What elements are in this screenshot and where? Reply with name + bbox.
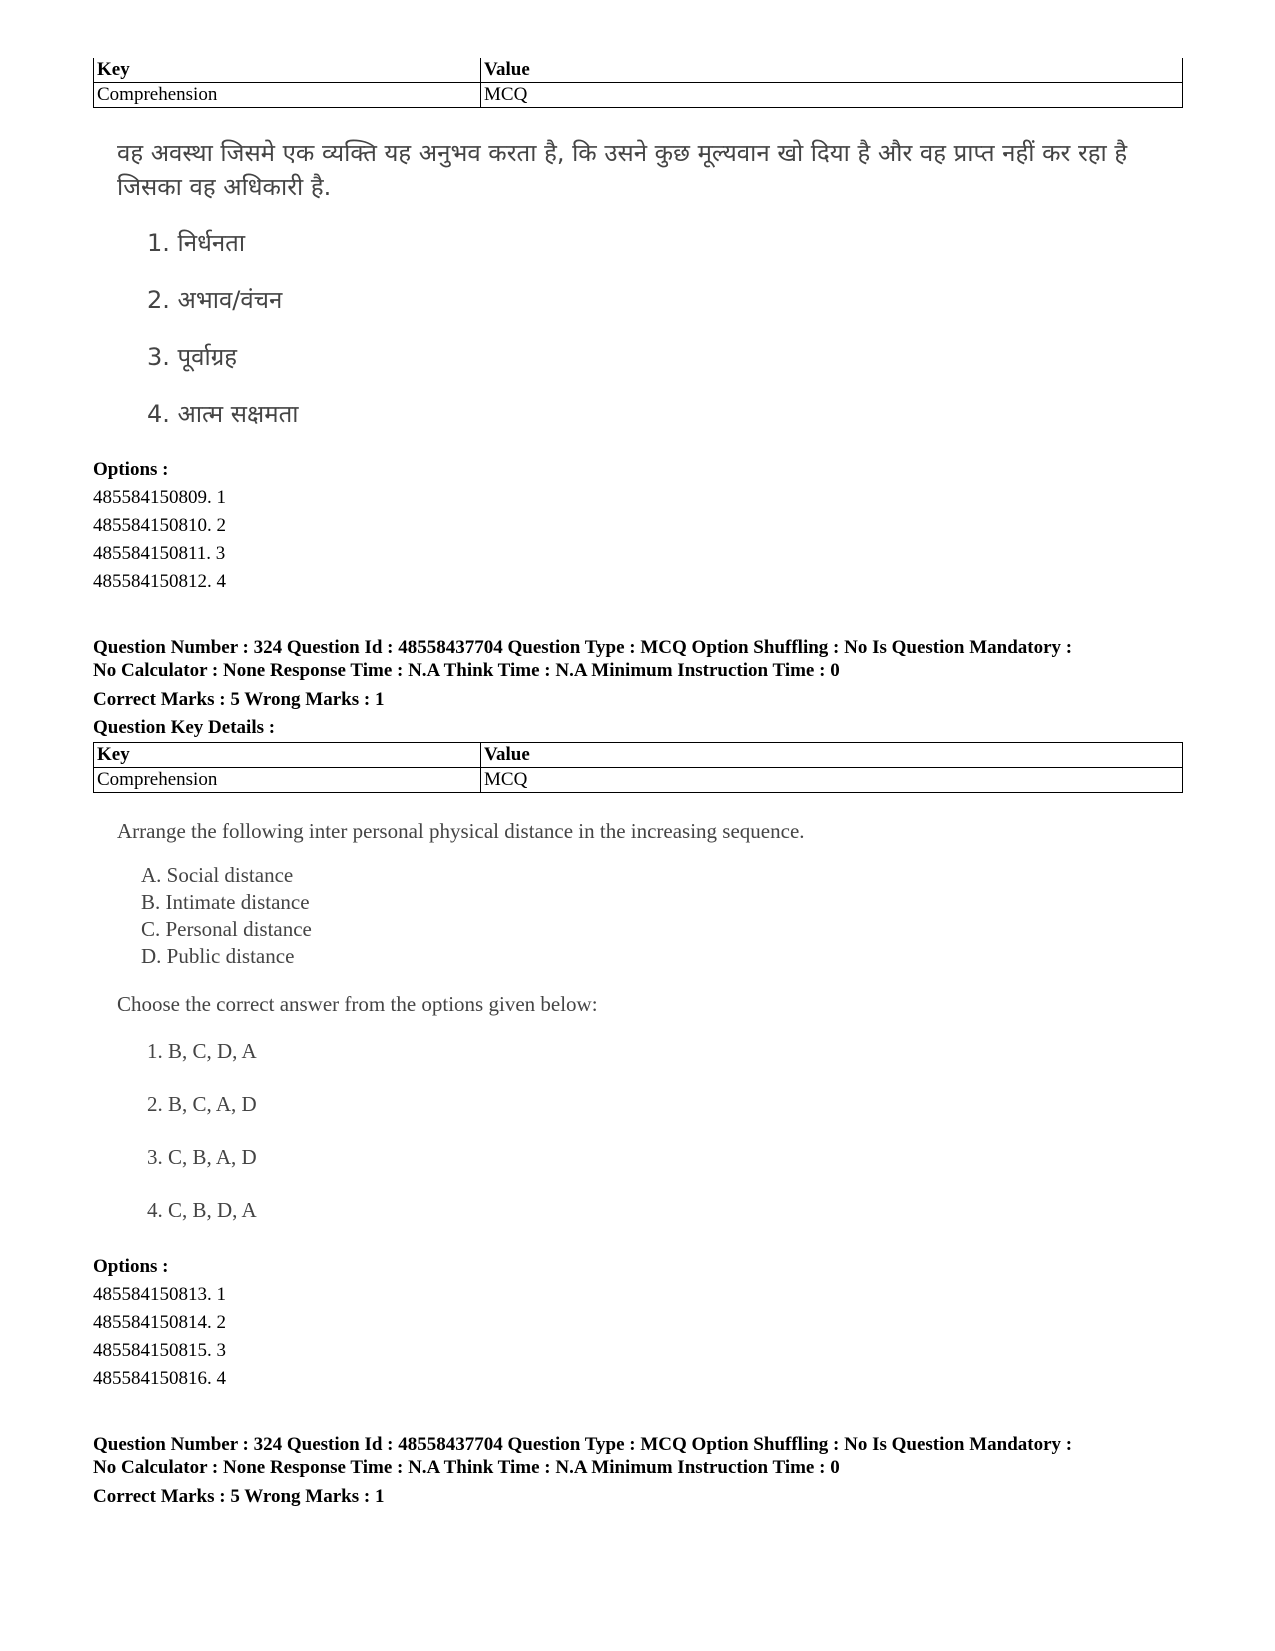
sub-item: A. Social distance — [141, 863, 294, 887]
choice-item: 2. B, C, A, D — [147, 1092, 257, 1116]
question-text: Arrange the following inter personal physical distance in the increasing sequence. — [117, 819, 805, 843]
question-meta — [93, 1433, 1183, 1511]
marks-line: Correct Marks : 5 Wrong Marks : 1 — [93, 1486, 385, 1507]
option-item: 485584150815. 3 — [93, 1340, 226, 1361]
option-item: 485584150811. 3 — [93, 543, 226, 564]
table-row — [94, 768, 1183, 793]
document-page — [93, 58, 1183, 1511]
key-details-label: Question Key Details : — [93, 717, 276, 738]
instruction-text: Choose the correct answer from the options given below: — [117, 992, 598, 1016]
question-key-table — [93, 58, 1183, 108]
option-item: 485584150813. 1 — [93, 1284, 226, 1305]
table-header-key: Key — [94, 58, 481, 83]
option-item: 485584150812. 4 — [93, 571, 226, 592]
sub-item: C. Personal distance — [141, 917, 312, 941]
sub-item: D. Public distance — [141, 944, 295, 968]
question-meta — [93, 636, 1183, 742]
choice-list — [147, 1039, 1183, 1251]
meta-line: Question Number : 324 Question Id : 48558437704 Question Type : MCQ Option Shuffling : No Is Question Mandatory : — [93, 637, 1073, 658]
table-row — [94, 83, 1183, 108]
meta-line: No Calculator : None Response Time : N.A Think Time : N.A Minimum Instruction Time : 0 — [93, 660, 840, 681]
sub-item: B. Intimate distance — [141, 890, 310, 914]
table-cell-value: MCQ — [481, 83, 1183, 108]
option-item: 485584150810. 2 — [93, 515, 226, 536]
option-item: 485584150814. 2 — [93, 1312, 226, 1333]
choice-item: 4. C, B, D, A — [147, 1198, 257, 1222]
table-cell-key: Comprehension — [94, 83, 481, 108]
choice-item: 3. पूर्वाग्रह — [147, 343, 237, 371]
choice-item: 2. अभाव/वंचन — [147, 286, 283, 314]
table-cell-key: Comprehension — [94, 768, 481, 793]
question-image-english — [117, 819, 1183, 1251]
choice-item: 4. आत्म सक्षमता — [147, 400, 299, 428]
choice-item: 1. B, C, D, A — [147, 1039, 257, 1063]
question-key-table — [93, 742, 1183, 793]
options-label: Options : — [93, 1256, 169, 1277]
marks-line: Correct Marks : 5 Wrong Marks : 1 — [93, 689, 385, 710]
choice-item: 1. निर्धनता — [147, 229, 246, 257]
options-label: Options : — [93, 459, 169, 480]
table-header-row — [94, 58, 1183, 83]
meta-line: No Calculator : None Response Time : N.A Think Time : N.A Minimum Instruction Time : 0 — [93, 1457, 840, 1478]
table-header-key: Key — [94, 743, 481, 768]
question-image-hindi — [117, 136, 1183, 454]
question-text: वह अवस्था जिसमे एक व्यक्ति यह अनुभव करता है, कि उसने कुछ मूल्यवान खो दिया है और वह प्राप्त नहीं कर रहा है जिसका वह अधिकारी है. — [117, 139, 1128, 201]
table-header-row — [94, 743, 1183, 768]
table-header-value: Value — [481, 58, 1183, 83]
table-cell-value: MCQ — [481, 768, 1183, 793]
choice-list — [147, 226, 1183, 454]
meta-line: Question Number : 324 Question Id : 48558437704 Question Type : MCQ Option Shuffling : No Is Question Mandatory : — [93, 1434, 1073, 1455]
table-header-value: Value — [481, 743, 1183, 768]
option-item: 485584150816. 4 — [93, 1368, 226, 1389]
choice-item: 3. C, B, A, D — [147, 1145, 257, 1169]
option-item: 485584150809. 1 — [93, 487, 226, 508]
